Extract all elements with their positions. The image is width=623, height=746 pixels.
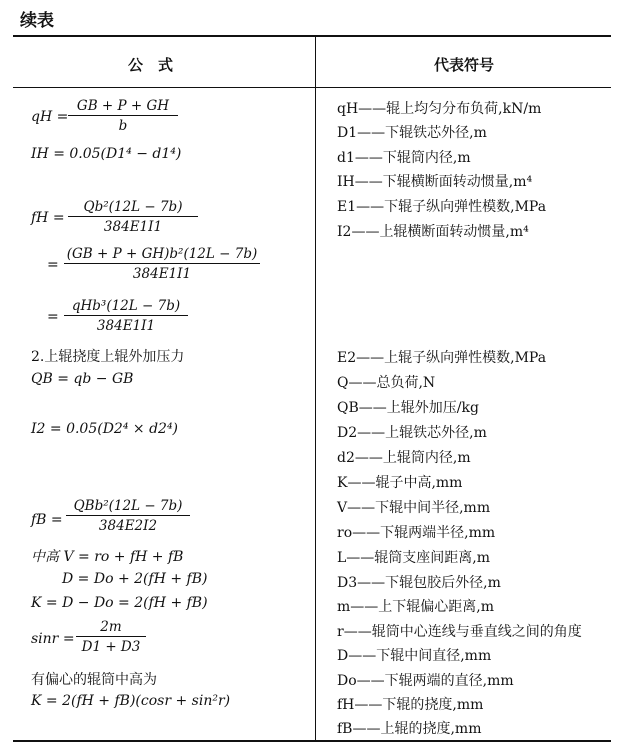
page-heading: 续表 <box>20 11 54 31</box>
qH-numerator: GB + P + GH <box>76 98 170 114</box>
symbol-row: E2——上辊子纵向弹性模数,MPa <box>337 350 547 366</box>
table-top-rule <box>13 35 611 37</box>
symbols-column-header: 代表符号 <box>434 56 495 74</box>
sinr-lhs: sinr = <box>31 631 75 647</box>
column-divider <box>315 36 316 741</box>
symbol-row: IH——下辊横断面转动惯量,m⁴ <box>337 174 533 190</box>
fH-denominator-1: 384E1I1 <box>103 219 163 235</box>
eccentric-label: 有偏心的辊筒中高为 <box>31 672 157 688</box>
fH-fraction-2 <box>64 246 260 282</box>
fB-fraction <box>66 498 190 534</box>
fB-numerator: QBb²(12L − 7b) <box>73 498 183 514</box>
table-bottom-rule <box>13 740 611 742</box>
symbol-row: Do——下辊两端的直径,mm <box>337 673 514 689</box>
sinr-denominator: D1 + D3 <box>81 639 141 655</box>
fH-lhs: fH = <box>31 210 65 226</box>
symbol-row: D——下辊中间直径,mm <box>337 648 492 664</box>
symbol-row: m——上下辊偏心距离,m <box>337 599 495 615</box>
fH-fraction-3 <box>64 298 188 334</box>
fraction-bar <box>66 515 190 516</box>
symbol-row: D3——下辊包胶后外径,m <box>337 575 501 591</box>
V-formula: 中高 V = ro + fH + fB <box>31 549 184 565</box>
symbol-row: I2——上辊横断面转动惯量,m⁴ <box>337 224 529 240</box>
fH-denominator-2: 384E1I1 <box>132 266 192 282</box>
fraction-bar <box>64 315 188 316</box>
symbol-row: D2——上辊铁芯外径,m <box>337 425 487 441</box>
fH-fraction-1 <box>68 199 198 235</box>
qH-denominator: b <box>118 118 128 134</box>
D-formula: D = Do + 2(fH + fB) <box>62 571 208 587</box>
fH-numerator-3: qHb³(12L − 7b) <box>71 298 181 314</box>
symbol-row: r——辊筒中心连线与垂直线之间的角度 <box>337 624 582 640</box>
K-formula-2: K = 2(fH + fB)(cosr + sin²r) <box>31 693 231 709</box>
symbol-row: d1——下辊筒内径,m <box>337 150 471 166</box>
fraction-bar <box>68 115 178 116</box>
symbol-row: QB——上辊外加压/kg <box>337 400 479 416</box>
fraction-bar <box>76 636 146 637</box>
formula-column-header: 公 式 <box>128 56 174 74</box>
symbol-row: ro——下辊两端半径,mm <box>337 525 496 541</box>
symbol-row: fB——上辊的挠度,mm <box>337 721 482 737</box>
symbol-row: Q——总负荷,N <box>337 375 436 391</box>
header-rule <box>13 87 611 88</box>
equals-sign-2: = <box>47 257 59 273</box>
symbol-row: qH——辊上均匀分布负荷,kN/m <box>337 101 542 117</box>
symbol-row: fH——下辊的挠度,mm <box>337 697 484 713</box>
qH-lhs: qH = <box>31 109 69 125</box>
fraction-bar <box>64 263 260 264</box>
fB-denominator: 384E2I2 <box>98 518 158 534</box>
symbol-row: d2——上辊筒内径,m <box>337 450 471 466</box>
IH-formula: IH = 0.05(D1⁴ − d1⁴) <box>31 146 182 162</box>
fH-numerator-1: Qb²(12L − 7b) <box>83 199 183 215</box>
fH-denominator-3: 384E1I1 <box>96 318 156 334</box>
sinr-numerator: 2m <box>100 619 122 635</box>
qH-fraction <box>68 98 178 134</box>
QB-formula: QB = qb − GB <box>31 371 134 387</box>
symbol-row: D1——下辊铁芯外径,m <box>337 125 487 141</box>
K-formula-1: K = D − Do = 2(fH + fB) <box>31 595 208 611</box>
I2-formula: I2 = 0.05(D2⁴ × d2⁴) <box>31 421 179 437</box>
fraction-bar <box>68 216 198 217</box>
symbol-row: V——下辊中间半径,mm <box>337 500 491 516</box>
fH-numerator-2: (GB + P + GH)b²(12L − 7b) <box>66 246 258 262</box>
symbol-row: L——辊筒支座间距离,m <box>337 550 491 566</box>
symbol-row: E1——下辊子纵向弹性模数,MPa <box>337 199 547 215</box>
fB-lhs: fB = <box>31 512 63 528</box>
symbol-row: K——辊子中高,mm <box>337 475 463 491</box>
sinr-fraction <box>76 619 146 655</box>
equals-sign-3: = <box>47 309 59 325</box>
section-2-heading: 2.上辊挠度上辊外加压力 <box>31 349 185 365</box>
